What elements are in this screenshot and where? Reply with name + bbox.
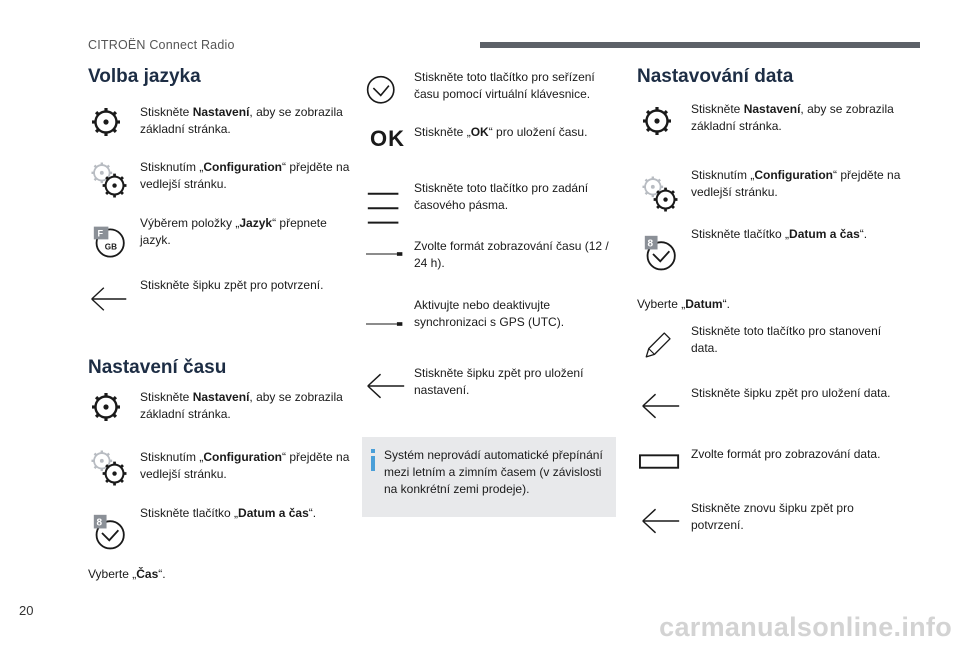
language-icon xyxy=(92,223,132,263)
info-note: Systém neprovádí automatické přepínání mezi letním a zimním časem (v závislosti na konkrétní zemi prodeje). xyxy=(362,437,616,517)
pencil-icon xyxy=(643,329,679,365)
gear-icon xyxy=(90,106,122,138)
back-arrow-icon xyxy=(90,285,128,313)
toggle-line-icon xyxy=(366,249,406,259)
select-time-text: Vyberte „Čas“. xyxy=(88,567,166,581)
header-bar xyxy=(480,42,920,48)
ok-icon: OK xyxy=(370,126,405,151)
toggle-line-icon xyxy=(366,319,406,329)
double-gear-icon xyxy=(88,449,132,489)
back-arrow-icon xyxy=(641,391,681,421)
clock-badge-icon xyxy=(643,232,683,276)
menu-icon xyxy=(366,188,402,232)
double-gear-icon xyxy=(88,161,132,201)
section-title-time: Nastavení času xyxy=(88,357,227,378)
lang-gb-label: GB xyxy=(104,242,117,252)
back-arrow-icon xyxy=(366,371,406,401)
back-arrow-icon xyxy=(641,506,681,536)
lang-f-label: F xyxy=(97,228,104,239)
clock-badge-number: 8 xyxy=(647,238,654,250)
info-icon xyxy=(368,449,378,471)
rectangle-icon xyxy=(639,454,681,470)
gear-icon xyxy=(90,391,122,423)
check-circle-icon xyxy=(366,75,402,111)
gear-icon xyxy=(641,105,673,137)
watermark: carmanualsonline.info xyxy=(659,612,952,642)
page-number: 20 xyxy=(19,603,34,618)
clock-badge-icon xyxy=(92,511,132,555)
section-title-date: Nastavování data xyxy=(637,66,794,87)
clock-badge-number: 8 xyxy=(96,517,103,529)
header-brand: CITROËN Connect Radio xyxy=(88,38,235,52)
select-date-text: Vyberte „Datum“. xyxy=(637,297,730,311)
section-title-language: Volba jazyka xyxy=(88,66,201,87)
double-gear-icon xyxy=(639,175,683,215)
